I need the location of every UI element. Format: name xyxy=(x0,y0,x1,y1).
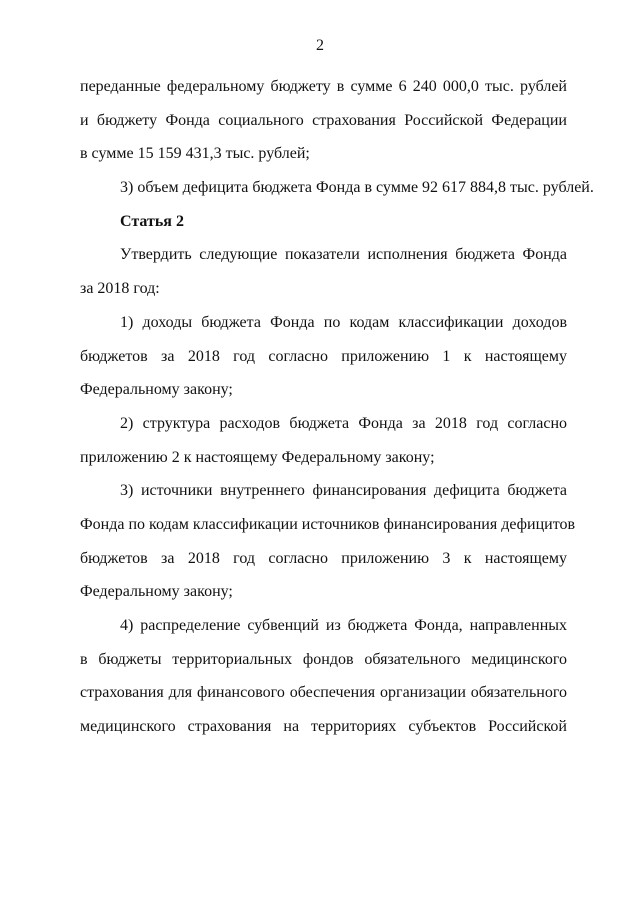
text-line: 2) структура расходов бюджета Фонда за 2018 год согласно xyxy=(120,414,567,432)
page-number: 2 xyxy=(316,37,324,54)
text-line: 1) доходы бюджета Фонда по кодам классификации доходов xyxy=(120,313,567,331)
text-line: медицинского страхования на территориях субъектов Российской xyxy=(80,718,567,736)
text-line: Федеральному закону; xyxy=(80,381,233,399)
text-line: 3) источники внутреннего финансирования дефицита бюджета xyxy=(120,482,567,500)
text-line: страхования для финансового обеспечения организации обязательного xyxy=(80,684,567,702)
text-line: приложению 2 к настоящему Федеральному закону; xyxy=(80,448,435,466)
text-line: переданные федеральному бюджету в сумме 6 240 000,0 тыс. рублей xyxy=(80,78,567,95)
text-line: бюджетов за 2018 год согласно приложению 3 к настоящему xyxy=(80,549,567,567)
text-line: 4) распределение субвенций из бюджета Фонда, направленных xyxy=(120,617,567,634)
text-line: за 2018 год: xyxy=(80,280,160,298)
text-line: в сумме 15 159 431,3 тыс. рублей; xyxy=(80,145,310,163)
text-line: и бюджету Фонда социального страхования Российской Федерации xyxy=(80,111,567,129)
text-line: 3) объем дефицита бюджета Фонда в сумме 92 617 884,8 тыс. рублей. xyxy=(120,179,594,197)
text-line: в бюджеты территориальных фондов обязательного медицинского xyxy=(80,650,567,668)
article-heading: Статья 2 xyxy=(120,212,184,230)
document-body xyxy=(80,70,594,744)
text-line: Утвердить следующие показатели исполнения бюджета Фонда xyxy=(120,246,567,264)
text-line: бюджетов за 2018 год согласно приложению 1 к настоящему xyxy=(80,347,567,365)
text-line: Федеральному закону; xyxy=(80,583,233,601)
text-line: Фонда по кодам классификации источников финансирования дефицитов xyxy=(80,515,576,533)
